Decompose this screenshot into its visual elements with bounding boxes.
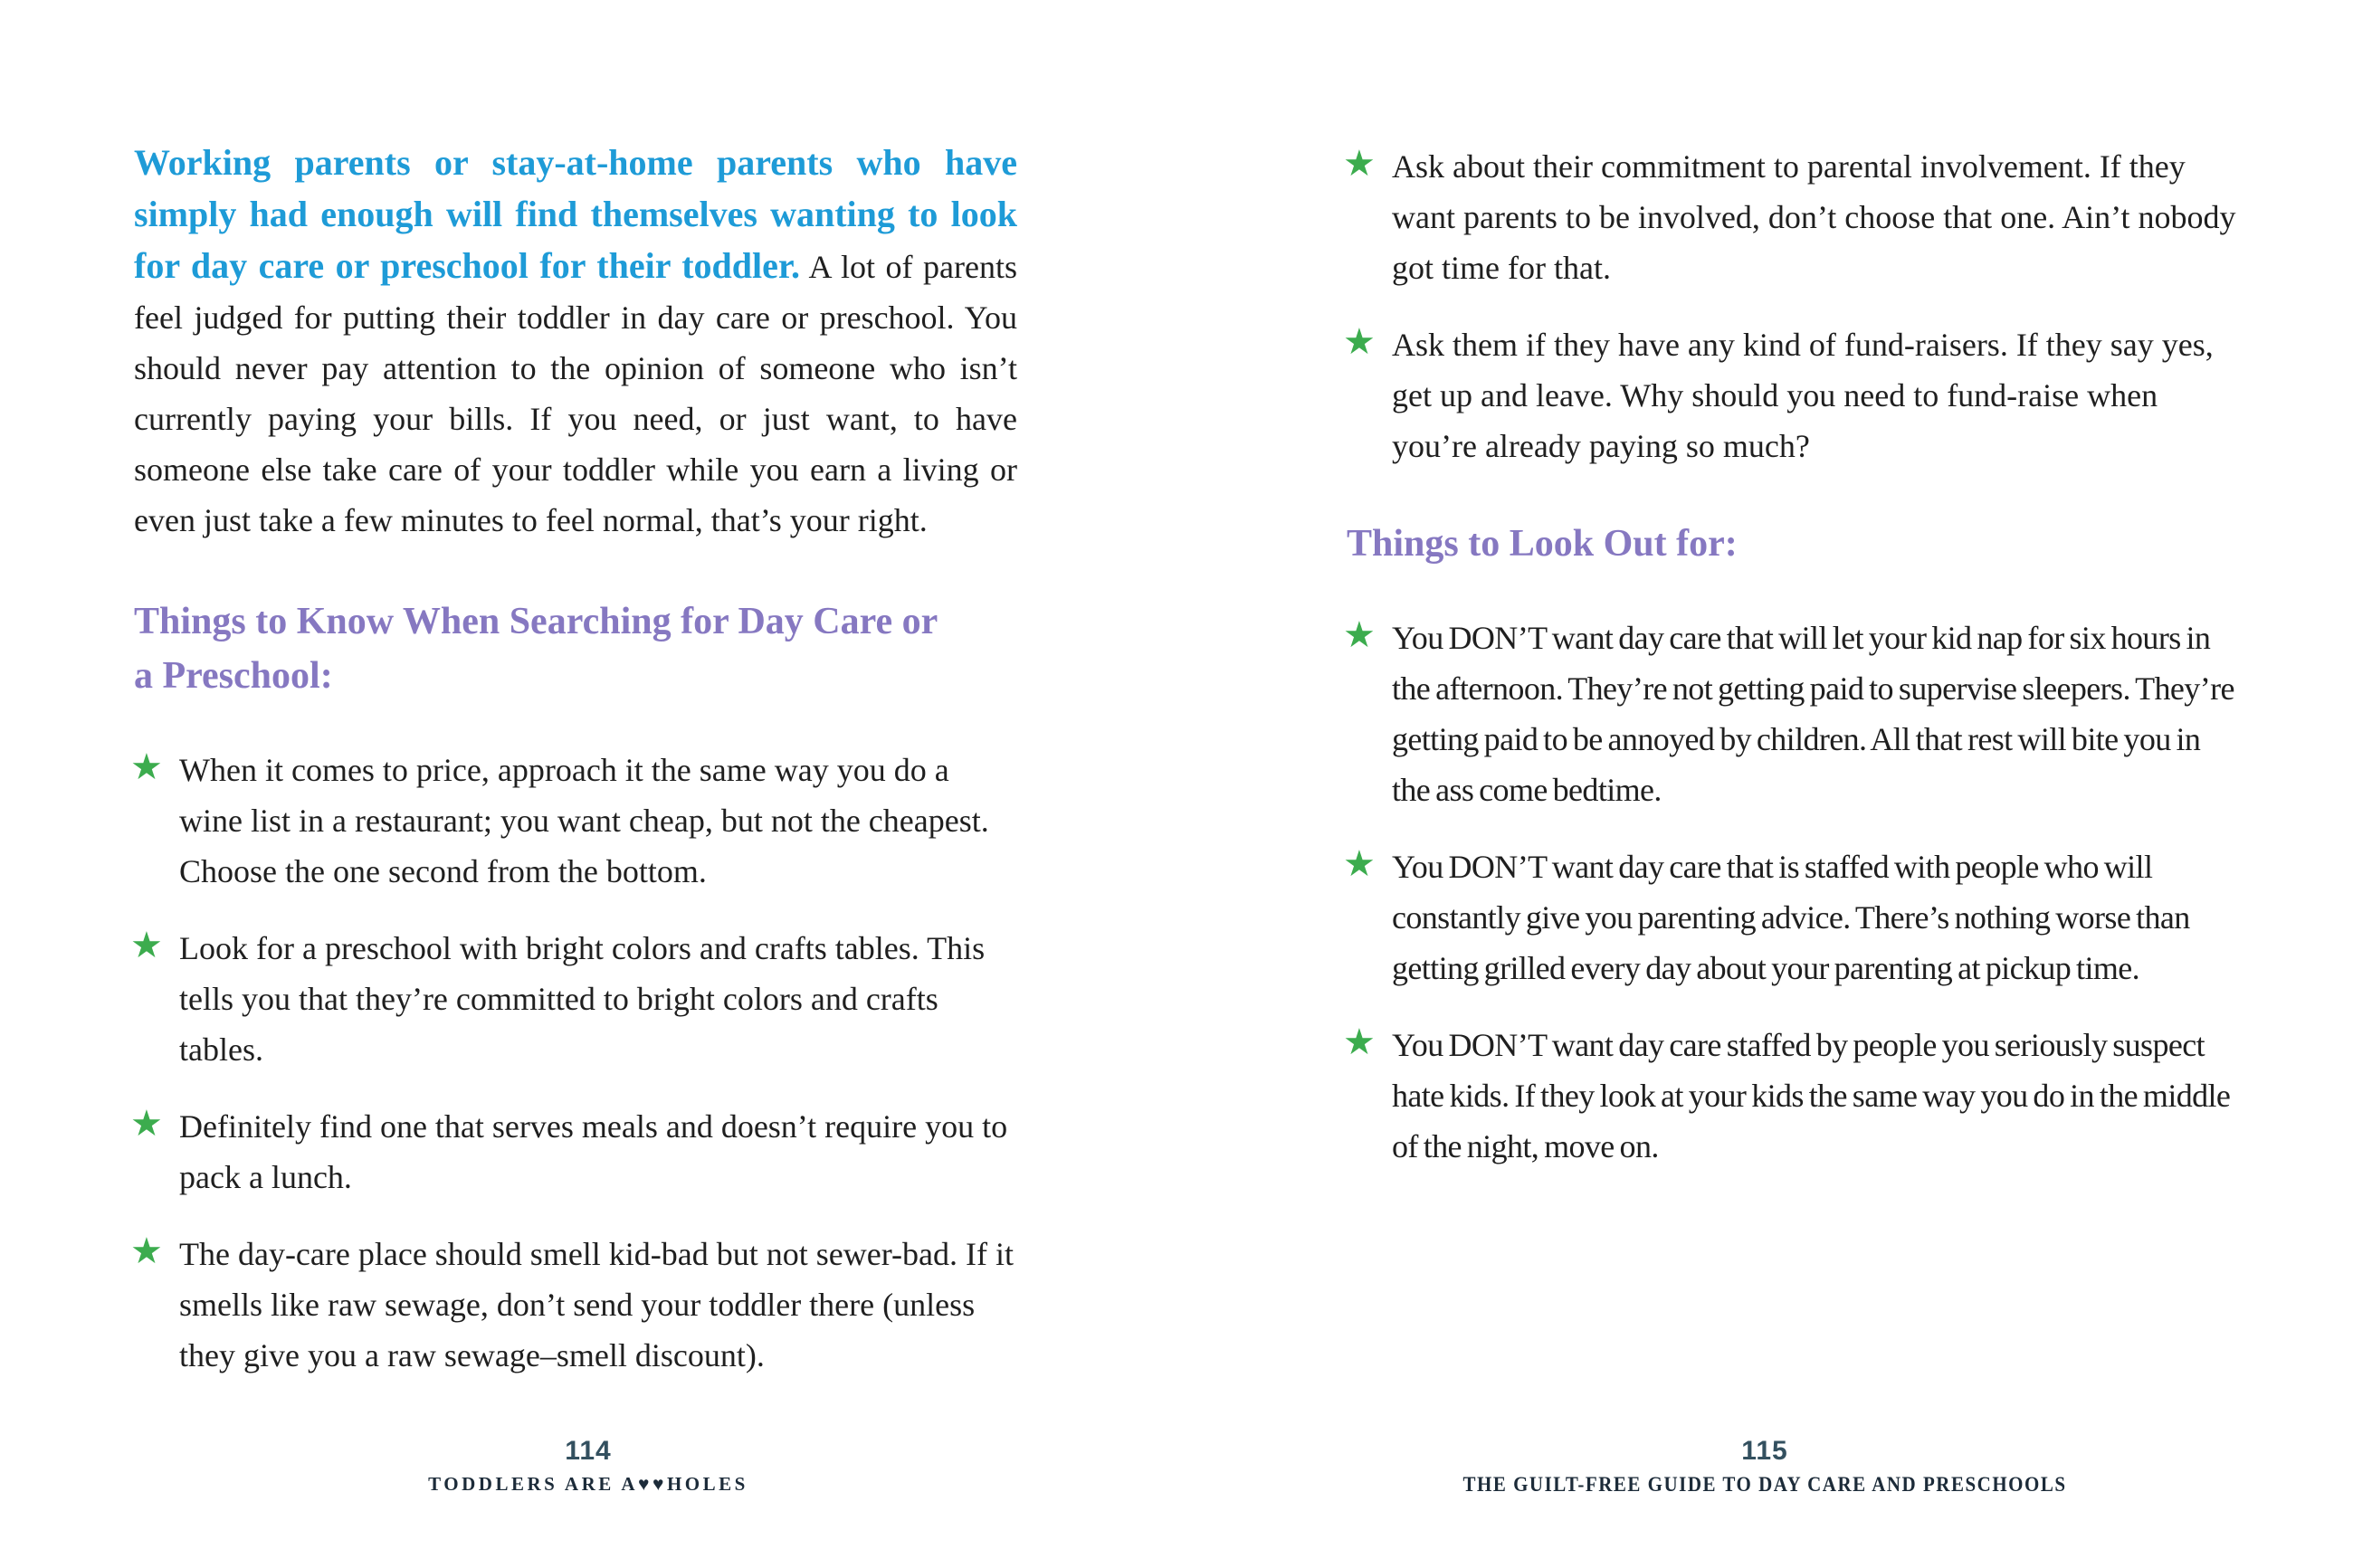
bullet-text: The day-care place should smell kid-bad but not sewer-bad. If it smells like raw sewage, don’t send your toddler there (unless they give you a raw sewage–smell discount). [179, 1236, 1014, 1373]
footer-right [1176, 1437, 2353, 1495]
star-icon: ★ [1343, 614, 1376, 655]
page-right [1343, 138, 2239, 1172]
list-item [1343, 613, 2239, 815]
bullet-text: When it comes to price, approach it the same way you do a wine list in a restaurant; you want cheap, but not the cheapest. Choose the one second from the bottom. [179, 752, 989, 889]
intro-rest: A lot of parents feel judged for putting their toddler in day care or preschool. You should never pay attention to the opinion of someone who isn’t currently paying your bills. If you need, or just want, to have someone else take care of your toddler while you earn a living or even just take a few minutes to feel normal, that’s your right. [134, 249, 1017, 538]
section-heading-lookout: Things to Look Out for: [1347, 523, 1738, 565]
bullet-list-left [130, 745, 1017, 1381]
star-icon: ★ [1343, 1022, 1376, 1062]
list-item [130, 1101, 1017, 1202]
list-item [130, 923, 1017, 1075]
bullet-text: You DON’T want day care staffed by people you seriously suspect hate kids. If they look at your kids the same way you do in the middle of the night, move on. [1392, 1027, 2231, 1164]
page-left [130, 138, 1017, 1381]
page-number: 115 [1741, 1436, 1788, 1466]
intro-paragraph [134, 138, 1017, 546]
star-icon: ★ [1343, 143, 1376, 184]
bullet-text: You DON’T want day care that is staffed with people who will constantly give you parenting advice. There’s nothing worse than getting grilled every day about your parenting at pickup time. [1392, 849, 2190, 986]
footer-left [0, 1437, 1176, 1495]
list-item [130, 1229, 1017, 1381]
running-footer: TODDLERS ARE A♥♥HOLES [428, 1473, 748, 1495]
bullet-text: Ask about their commitment to parental involvement. If they want parents to be involved, don’t choose that one. Ain’t nobody got time for that. [1392, 148, 2236, 286]
star-icon: ★ [130, 1103, 163, 1144]
star-icon: ★ [130, 1231, 163, 1271]
star-icon: ★ [1343, 843, 1376, 884]
list-item [1343, 1020, 2239, 1172]
star-icon: ★ [130, 925, 163, 965]
list-item [1343, 841, 2239, 993]
bullet-text: Definitely find one that serves meals and doesn’t require you to pack a lunch. [179, 1108, 1008, 1195]
running-footer: THE GUILT-FREE GUIDE TO DAY CARE AND PRESCHOOLS [1462, 1471, 2067, 1497]
bullet-text: You DON’T want day care that will let your kid nap for six hours in the afternoon. They’re not getting paid to supervise sleepers. They’re getting paid to be annoyed by children. All that rest will bite you in the ass come bedtime. [1392, 620, 2234, 808]
star-icon: ★ [1343, 321, 1376, 362]
page-number: 114 [565, 1436, 612, 1466]
bullet-text: Look for a preschool with bright colors and crafts tables. This tells you that they’re committed to bright colors and crafts tables. [179, 930, 986, 1068]
bullet-list-right-bottom [1343, 613, 2239, 1172]
bullet-text: Ask them if they have any kind of fund-raisers. If they say yes, get up and leave. Why should you need to fund-raise when you’re already paying so much? [1392, 327, 2214, 464]
bullet-list-right-top [1343, 141, 2239, 471]
intro-lead: Working parents or stay-at-home parents who have simply had enough will find themselves wanting to look for day care or preschool for their toddler. [134, 142, 1017, 286]
list-item [1343, 141, 2239, 293]
star-icon: ★ [130, 746, 163, 787]
list-item [130, 745, 1017, 897]
section-heading-know: Things to Know When Searching for Day Care or a Preschool: [134, 601, 938, 697]
list-item [1343, 319, 2239, 471]
